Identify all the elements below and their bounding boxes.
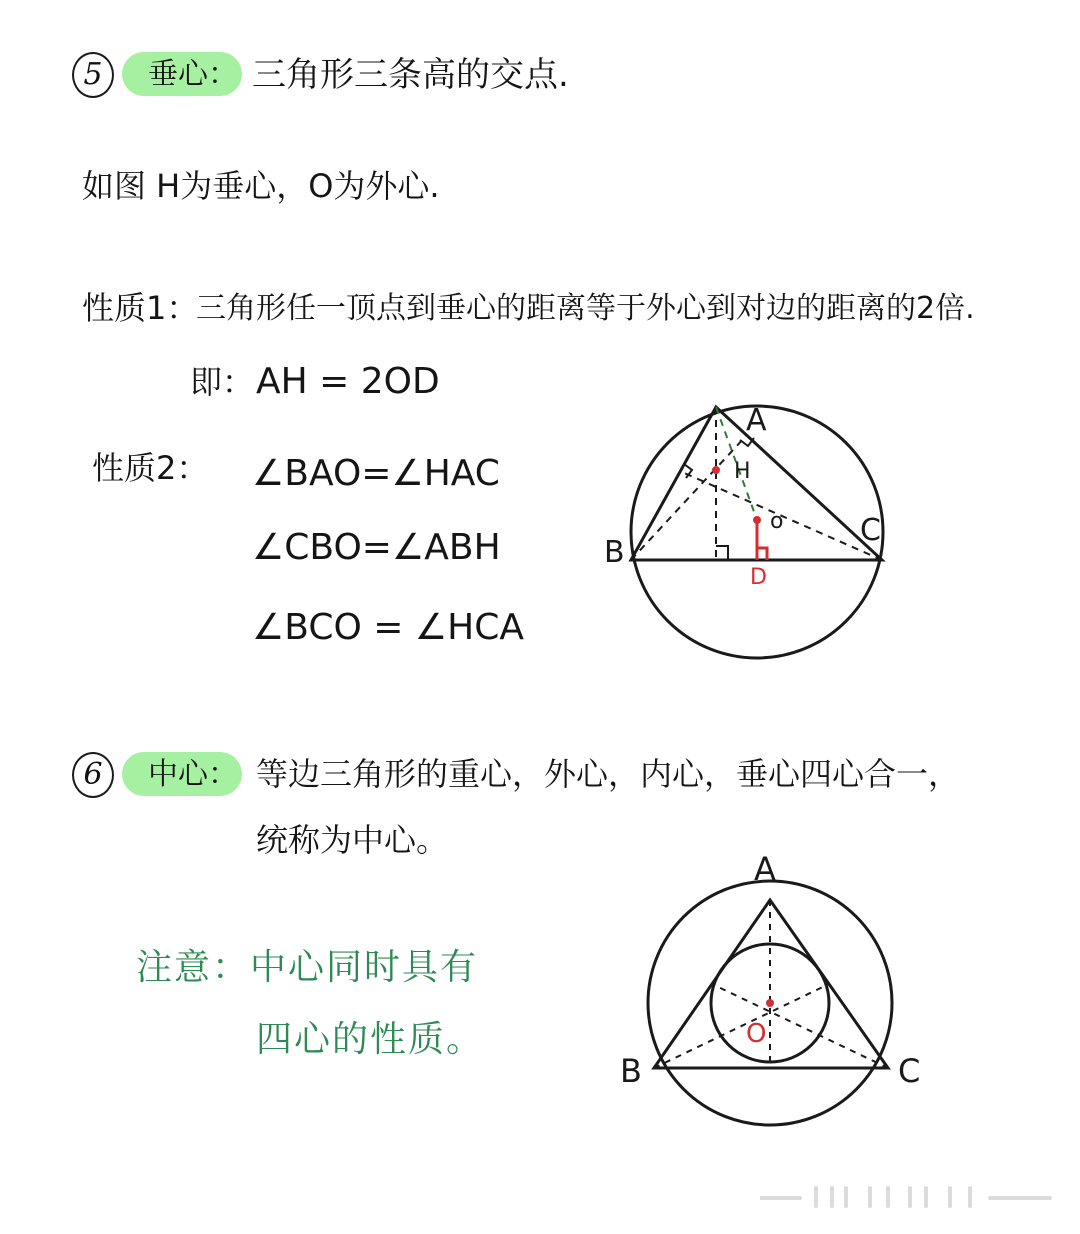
property-2-label: 性质2： bbox=[92, 449, 209, 487]
section-5-definition: 三角形三条高的交点. bbox=[252, 55, 569, 95]
note-line-1: 注意：中心同时具有 bbox=[136, 947, 479, 988]
property-1-text: 三角形任一顶点到垂心的距离等于外心到对边的距离的2倍. bbox=[196, 291, 975, 326]
property-2-formula-3: ∠BCO = ∠HCA bbox=[252, 607, 524, 648]
label-a: A bbox=[746, 403, 767, 438]
property-2-formula-1: ∠BAO=∠HAC bbox=[252, 453, 500, 494]
label-d: D bbox=[750, 565, 767, 590]
label-a-2: A bbox=[754, 850, 776, 888]
note-line-2: 四心的性质。 bbox=[256, 1019, 485, 1060]
section-6-definition-line-2: 统称为中心。 bbox=[256, 821, 449, 859]
section-5-number: 5 bbox=[72, 52, 114, 98]
label-b: B bbox=[604, 535, 625, 570]
label-b-2: B bbox=[620, 1052, 642, 1090]
property-1-formula-prefix: 即： bbox=[190, 363, 255, 401]
section-6-definition-line-1: 等边三角形的重心，外心，内心，垂心四心合一， bbox=[256, 755, 961, 793]
label-o-2: O bbox=[746, 1019, 767, 1049]
section-6-number: 6 bbox=[72, 752, 114, 798]
label-c: C bbox=[860, 513, 881, 548]
center-point bbox=[766, 999, 774, 1007]
label-o: o bbox=[770, 509, 784, 534]
property-1-formula: AH = 2OD bbox=[256, 361, 440, 402]
label-c-2: C bbox=[898, 1052, 921, 1090]
section-5-term: 垂心： bbox=[148, 57, 238, 92]
section-6-term: 中心： bbox=[148, 757, 238, 792]
property-2-formula-2: ∠CBO=∠ABH bbox=[252, 527, 501, 568]
watermark-decoration bbox=[760, 1186, 1060, 1208]
property-1-label: 性质1： bbox=[82, 289, 199, 327]
diagram-intro: 如图 H为垂心，O为外心. bbox=[82, 167, 440, 205]
label-h: H bbox=[734, 459, 751, 484]
